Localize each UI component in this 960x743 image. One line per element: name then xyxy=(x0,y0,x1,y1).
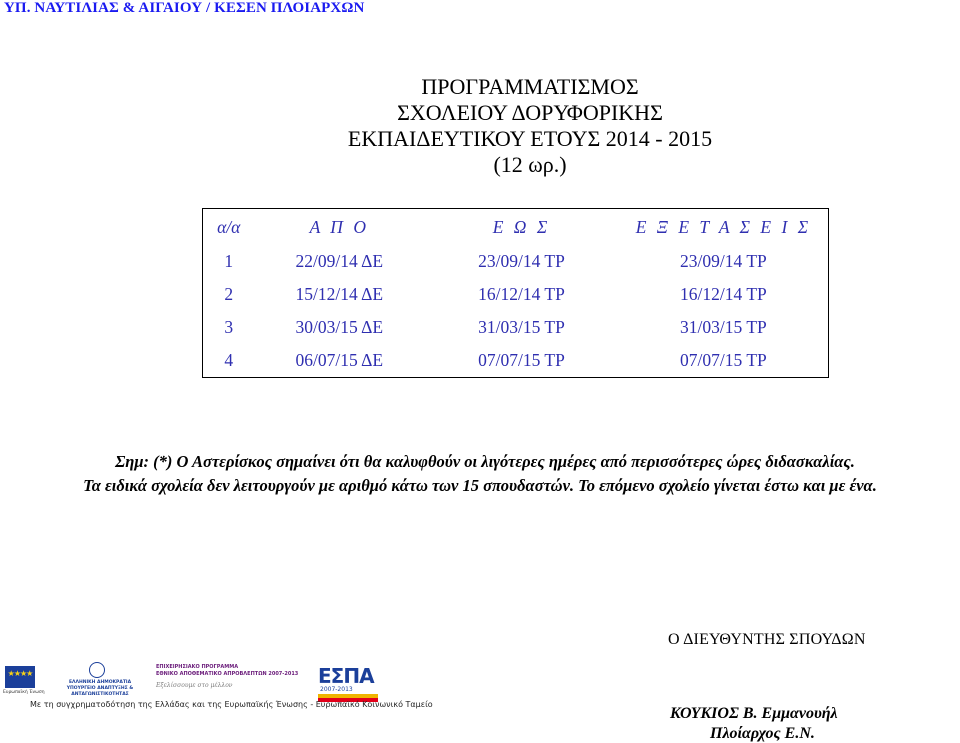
cell-exams: 31/03/15 ΤΡ xyxy=(680,317,767,337)
col-header-exams: Ε Ξ Ε Τ Α Σ Ε Ι Σ xyxy=(635,216,812,237)
signatory-rank: Πλοίαρχος Ε.Ν. xyxy=(710,725,815,742)
cell-to: 23/09/14 ΤΡ xyxy=(478,251,565,271)
table-row xyxy=(203,278,829,311)
cell-index: 2 xyxy=(224,284,234,304)
title-line-3: ΕΚΠΑΙΔΕΥΤΙΚΟΥ ΕΤΟΥΣ 2014 - 2015 xyxy=(347,126,713,151)
espa-logo xyxy=(318,664,378,704)
schedule-table xyxy=(202,208,829,378)
cell-to: 31/03/15 ΤΡ xyxy=(478,317,565,337)
signature-block xyxy=(668,631,868,742)
title-line-1: ΠΡΟΓΡΑΜΜΑΤΙΣΜΟΣ xyxy=(421,74,639,99)
cell-index: 1 xyxy=(224,251,234,271)
eu-flag-icon: ★★★★ xyxy=(5,666,35,688)
footnote-line-1: Σημ: (*) Ο Αστερίσκος σημαίνει ότι θα καλυφθούν οι λιγότερες ημέρες από περισσότερες ώρες διδασκαλίας. xyxy=(115,452,855,471)
cell-exams: 07/07/15 ΤΡ xyxy=(680,350,767,370)
title-line-4: (12 ωρ.) xyxy=(493,152,567,177)
cofunding-statement: Με τη συγχρηματοδότηση της Ελλάδας και της Ευρωπαϊκής Ένωσης - Ευρωπαϊκό Κοινωνικό Ταμείο xyxy=(30,700,433,709)
table-row xyxy=(203,245,829,278)
col-header-to: Ε Ω Σ xyxy=(492,216,551,237)
col-header-index: α/α xyxy=(217,216,241,237)
cell-from: 06/07/15 ΔΕ xyxy=(295,350,384,370)
ministry-header: ΥΠ. ΝΑΥΤΙΛΙΑΣ & ΑΙΓΑΙΟΥ / ΚΕΣΕΝ ΠΛΟΙΑΡΧΩΝ xyxy=(4,0,365,16)
table-row xyxy=(203,311,829,344)
espa-years: 2007-2013 xyxy=(320,686,353,693)
eu-caption: Ευρωπαϊκή Ένωση xyxy=(3,690,45,695)
cell-from: 30/03/15 ΔΕ xyxy=(295,317,384,337)
program-logo-text: ΕΠΙΧΕΙΡΗΣΙΑΚΟ ΠΡΟΓΡΑΜΜΑ ΕΘΝΙΚΟ ΑΠΟΘΕΜΑΤΙΚΟ ΑΠΡΟΒΛΕΠΤΩΝ 2007-2013 xyxy=(156,664,299,677)
title-line-2: ΣΧΟΛΕΙΟΥ ΔΟΡΥΦΟΡΙΚΗΣ xyxy=(397,100,663,125)
signatory-role: Ο ΔΙΕΥΘΥΝΤΗΣ ΣΠΟΥΔΩΝ xyxy=(668,631,866,648)
col-header-from: Α Π Ο xyxy=(309,216,369,237)
program-slogan: Εξελίσσουμε στο μέλλον xyxy=(156,682,233,689)
cell-exams: 23/09/14 ΤΡ xyxy=(680,251,767,271)
table-header-row xyxy=(203,209,829,246)
ministry-logo-text: ΕΛΛΗΝΙΚΗ ΔΗΜΟΚΡΑΤΙΑ ΥΠΟΥΡΓΕΙΟ ΑΝΑΠΤΥΞΗΣ & ΑΝΤΑΓΩΝΙΣΤΙΚΟΤΗΤΑΣ xyxy=(66,680,134,697)
document-title xyxy=(0,74,960,178)
greek-seal-icon xyxy=(89,662,105,678)
footnote xyxy=(0,450,960,498)
cell-exams: 16/12/14 ΤΡ xyxy=(680,284,767,304)
cell-to: 07/07/15 ΤΡ xyxy=(478,350,565,370)
cell-to: 16/12/14 ΤΡ xyxy=(478,284,565,304)
table-row xyxy=(203,344,829,378)
cell-from: 22/09/14 ΔΕ xyxy=(295,251,384,271)
signatory-name: ΚΟΥΚΙΟΣ Β. Εμμανουήλ xyxy=(670,705,838,722)
cell-index: 3 xyxy=(224,317,234,337)
footnote-line-2: Τα ειδικά σχολεία δεν λειτουργούν με αριθμό κάτω των 15 σπουδαστών. Το επόμενο σχολείο γίνεται έστω και με ένα. xyxy=(83,476,877,495)
cell-index: 4 xyxy=(224,350,234,370)
espa-wordmark: ΕΣΠΑ xyxy=(318,664,374,688)
cell-from: 15/12/14 ΔΕ xyxy=(295,284,384,304)
